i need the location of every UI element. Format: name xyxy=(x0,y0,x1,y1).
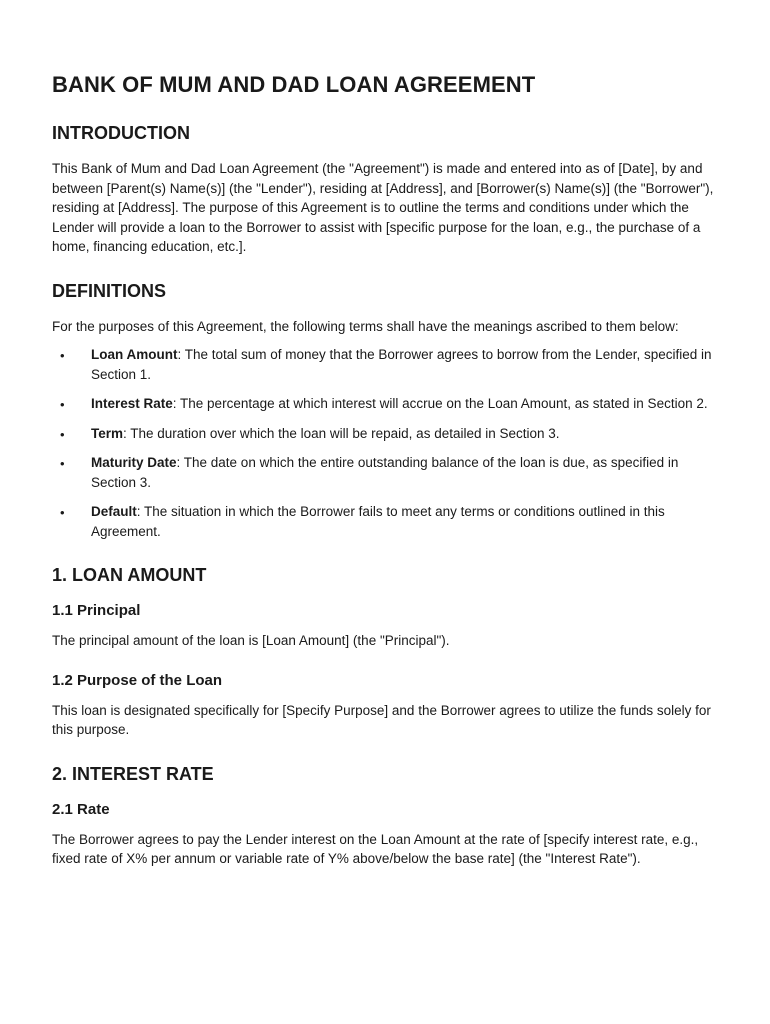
interest-rate-section xyxy=(52,762,718,869)
interest-rate-heading: 2. INTEREST RATE xyxy=(52,763,214,784)
bullet-icon: • xyxy=(60,348,65,363)
definition-item-default xyxy=(52,502,718,541)
definition-term: Interest Rate xyxy=(91,396,173,411)
definition-term: Term xyxy=(91,425,124,441)
principal-body: The principal amount of the loan is [Loan Amount] (the "Principal"). xyxy=(52,633,450,648)
definitions-section xyxy=(52,279,718,542)
definitions-list xyxy=(52,345,718,541)
bullet-icon: • xyxy=(60,397,65,412)
document-title: BANK OF MUM AND DAD LOAN AGREEMENT xyxy=(52,72,536,97)
rate-heading: 2.1 Rate xyxy=(52,800,110,818)
loan-amount-heading: 1. LOAN AMOUNT xyxy=(52,565,207,585)
definitions-intro: For the purposes of this Agreement, the following terms shall have the meanings ascribed to them below: xyxy=(52,318,679,334)
introduction-body: This Bank of Mum and Dad Loan Agreement (the "Agreement") is made and entered into as of [Date], by and between [Parent(s) Name(s)] (the "Lender"), residing at [Address], and [Borrower(s) Name(s)] (the "Borrower"), residing at [Address]. The purpose of this Agreement is to outline the terms and conditions under which the Lender will provide a loan to the Borrower to assist with [specific purpose for the loan, e.g., the purchase of a home, financing education, etc.]. xyxy=(52,161,714,254)
purpose-body: This loan is designated specifically for [Specify Purpose] and the Borrower agrees to utilize the funds solely for this purpose. xyxy=(52,702,711,737)
definition-text: : The total sum of money that the Borrower agrees to borrow from the Lender, specified in Section 1. xyxy=(91,347,712,382)
definition-text: : The duration over which the loan will be repaid, as detailed in Section 3. xyxy=(123,425,560,441)
definition-item-interest-rate xyxy=(52,394,718,414)
definition-item-term xyxy=(52,424,718,444)
definition-term: Default xyxy=(91,504,137,519)
bullet-icon: • xyxy=(60,456,65,471)
purpose-subsection xyxy=(52,671,718,740)
introduction-heading: INTRODUCTION xyxy=(52,123,190,143)
definition-text: : The situation in which the Borrower fails to meet any terms or conditions outlined in this Agreement. xyxy=(91,504,665,539)
introduction-section xyxy=(52,121,718,257)
definition-text: : The date on which the entire outstanding balance of the loan is due, as specified in Section 3. xyxy=(91,455,679,490)
rate-body: The Borrower agrees to pay the Lender interest on the Loan Amount at the rate of [specify interest rate, e.g., fixed rate of X% per annum or variable rate of Y% above/below the base rate] (the "Interest Rate"). xyxy=(52,831,699,866)
purpose-heading: 1.2 Purpose of the Loan xyxy=(52,671,223,689)
definition-item-maturity-date xyxy=(52,453,718,492)
definition-item-loan-amount xyxy=(52,345,718,384)
rate-subsection xyxy=(52,800,718,869)
principal-subsection xyxy=(52,601,718,651)
loan-amount-section xyxy=(52,563,718,740)
bullet-icon: • xyxy=(60,426,65,442)
principal-heading: 1.1 Principal xyxy=(52,602,141,619)
definition-term: Loan Amount xyxy=(91,347,178,362)
definition-text: : The percentage at which interest will accrue on the Loan Amount, as stated in Section 2. xyxy=(172,396,708,411)
definitions-heading: DEFINITIONS xyxy=(52,280,167,301)
definition-term: Maturity Date xyxy=(91,455,177,470)
bullet-icon: • xyxy=(60,505,65,520)
